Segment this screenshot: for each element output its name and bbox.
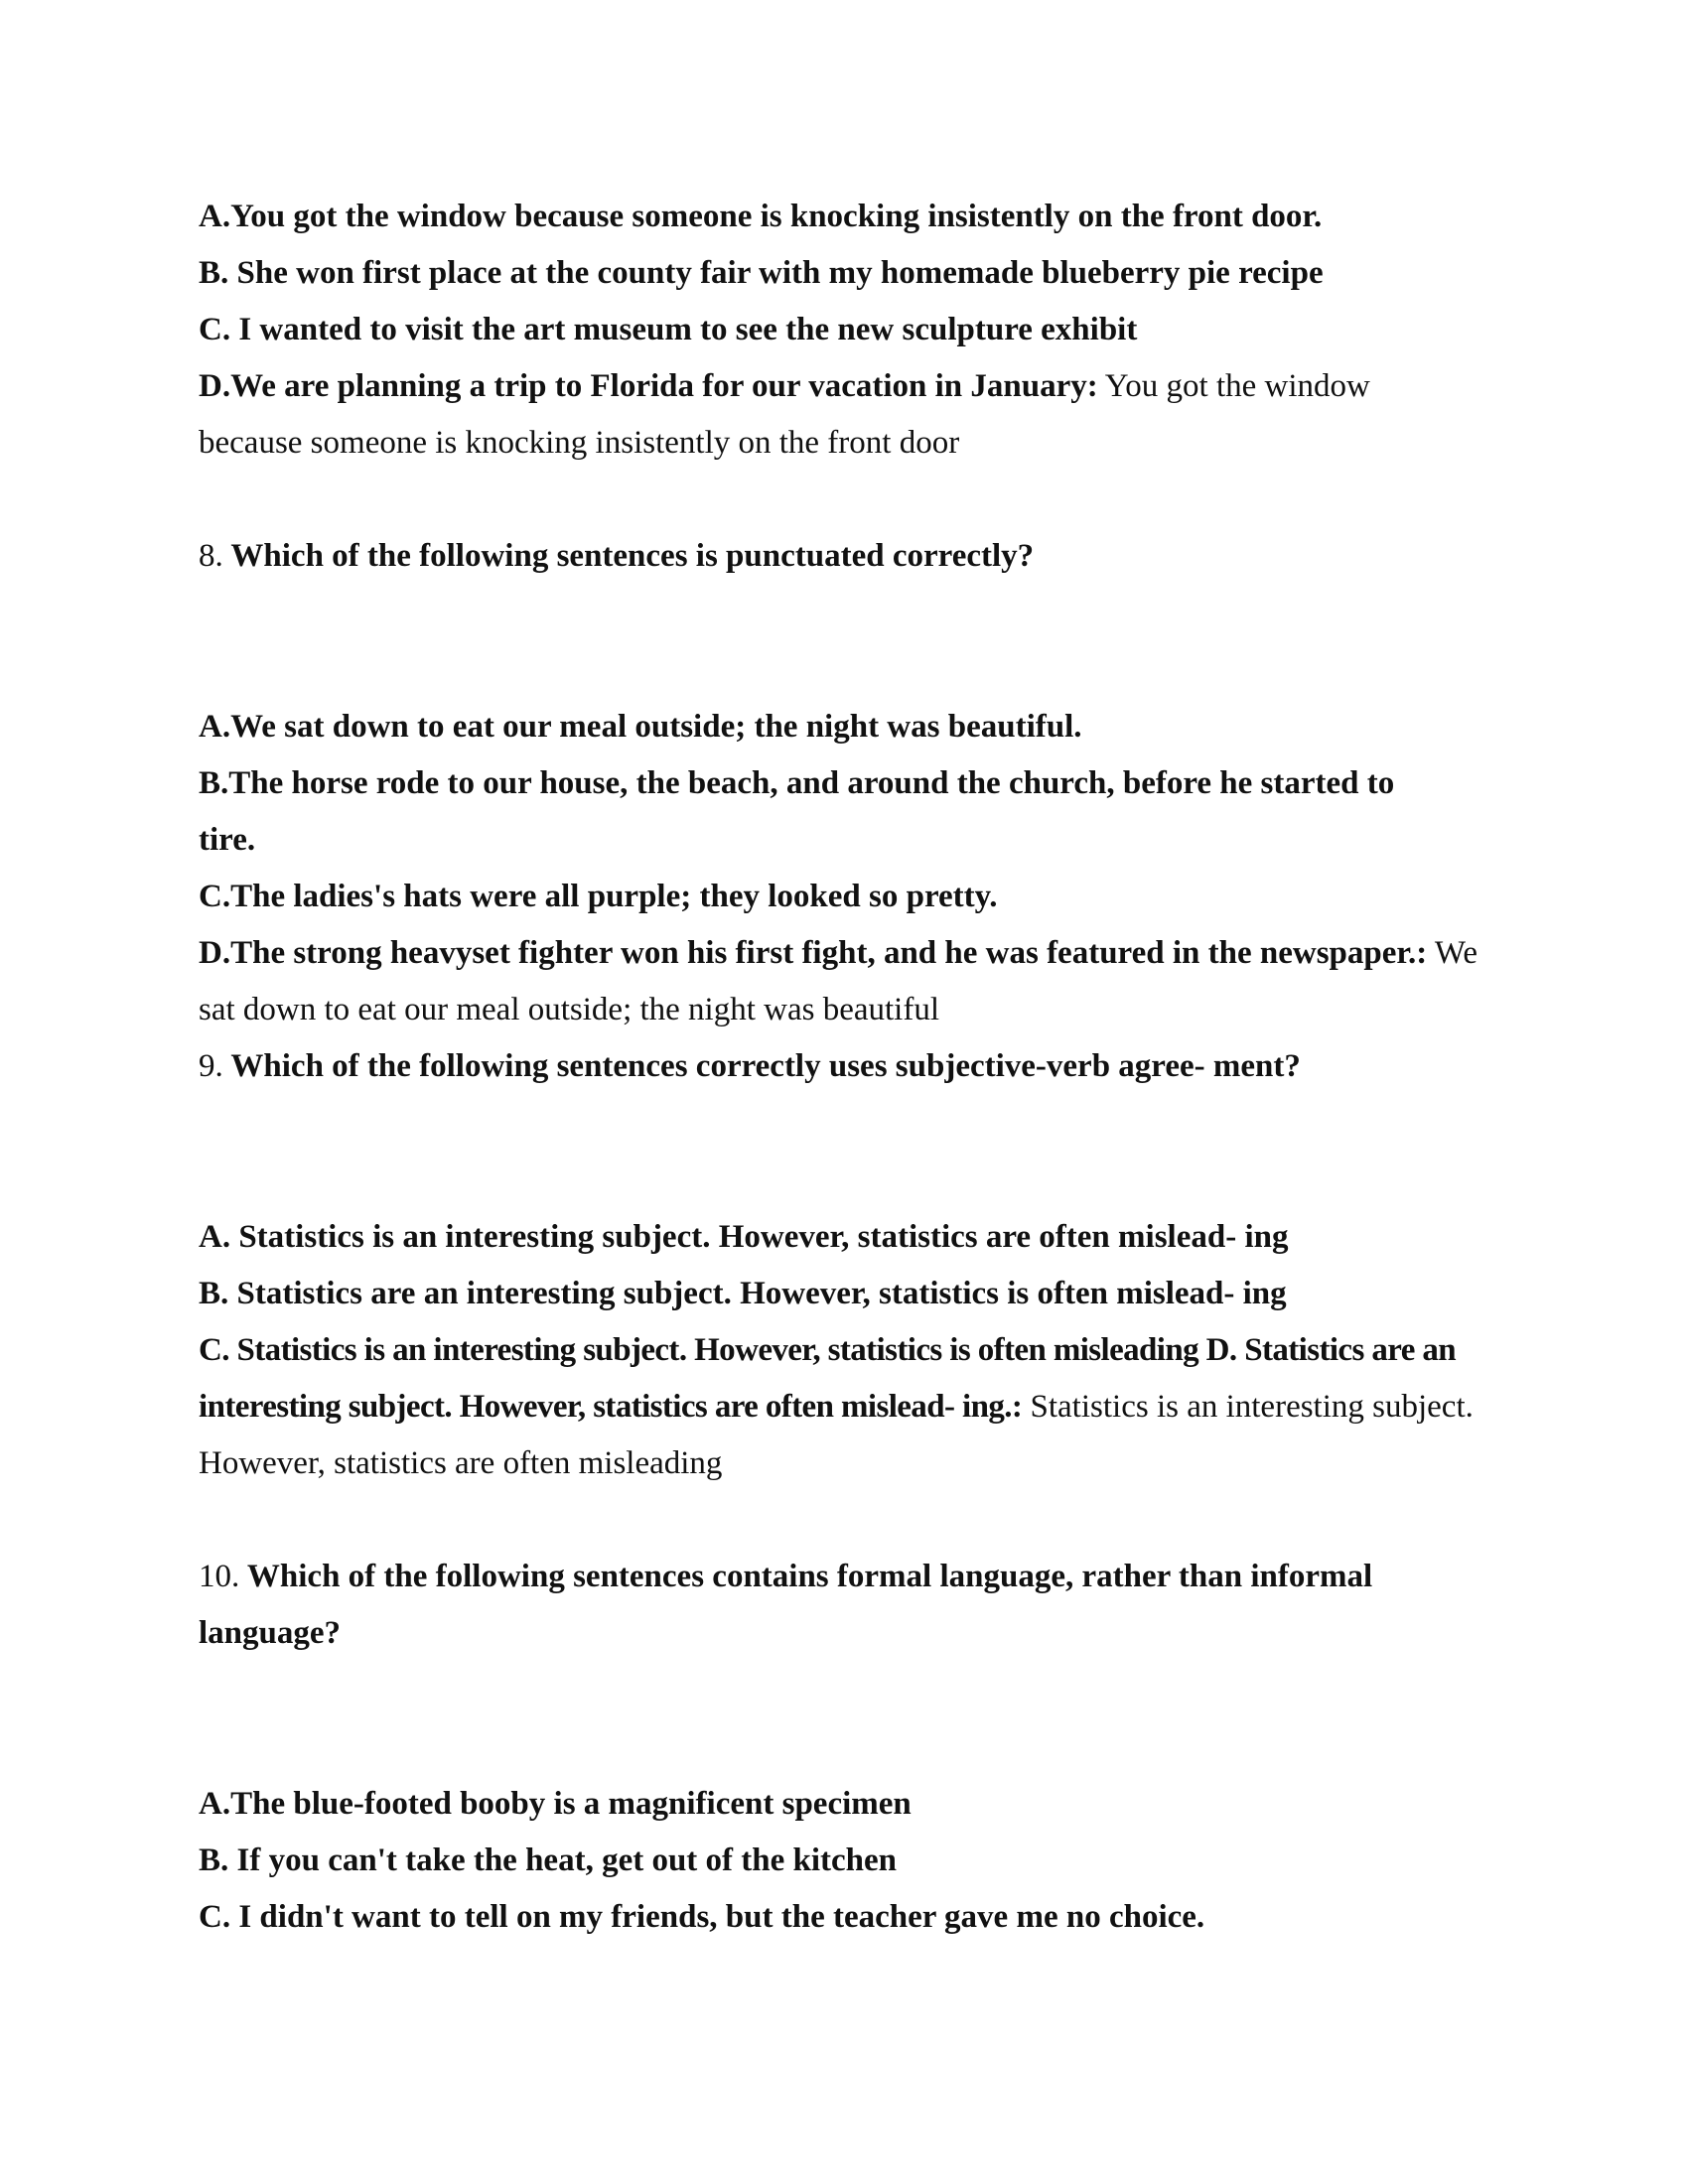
q9-option-d: interesting subject. However, statistics are often mislead- ing.: — [199, 1389, 1023, 1425]
q10-option-c: C. I didn't want to tell on my friends, but the teacher gave me no choice. — [199, 1899, 1205, 1935]
q8-answer-continued: sat down to eat our meal outside; the night was beautiful — [199, 992, 939, 1027]
q8-option-d: D.The strong heavyset fighter won his first fight, and he was featured in the newspaper.: — [199, 935, 1428, 971]
q10-question-continued: language? — [199, 1615, 342, 1651]
q8-option-b: B.The horse rode to our house, the beach, and around the church, before he started to — [199, 765, 1395, 801]
q8-answer: We — [1427, 935, 1478, 971]
q8-question-line — [199, 536, 1509, 576]
q7-option-d: D.We are planning a trip to Florida for our vacation in January: — [199, 368, 1098, 404]
q8-number: 8. — [199, 538, 223, 574]
q7-option-a: A.You got the window because someone is knocking insistently on the front door. — [199, 199, 1323, 234]
q9-option-c: C. Statistics is an interesting subject. However, statistics is often misleading D. Statistics are an — [199, 1332, 1457, 1368]
q9-option-d-line — [199, 1387, 1509, 1427]
q8-question: Which of the following sentences is punctuated correctly? — [222, 538, 1035, 574]
q8-option-a: A.We sat down to eat our meal outside; the night was beautiful. — [199, 709, 1082, 745]
q10-question: Which of the following sentences contains formal language, rather than informal — [239, 1559, 1373, 1594]
q9-number: 9. — [199, 1048, 223, 1084]
q9-option-a: A. Statistics is an interesting subject. However, statistics are often mislead- ing — [199, 1219, 1289, 1255]
q9-answer: Statistics is an interesting subject. — [1022, 1389, 1474, 1425]
q9-question-line — [199, 1046, 1509, 1086]
q10-question-line — [199, 1557, 1509, 1596]
q7-answer: You got the window — [1097, 368, 1370, 404]
q10-number: 10. — [199, 1559, 240, 1594]
q8-option-d-line — [199, 933, 1509, 973]
q10-option-b: B. If you can't take the heat, get out of the kitchen — [199, 1843, 898, 1878]
q8-option-c: C.The ladies's hats were all purple; they looked so pretty. — [199, 879, 998, 914]
q9-option-b: B. Statistics are an interesting subject. However, statistics is often mislead- ing — [199, 1276, 1287, 1311]
q8-option-b-continued: tire. — [199, 822, 256, 858]
q9-answer-continued: However, statistics are often misleading — [199, 1445, 723, 1481]
q7-option-b: B. She won first place at the county fair with my homemade blueberry pie recipe — [199, 255, 1324, 291]
q9-question: Which of the following sentences correctly uses subjective-verb agree- ment? — [222, 1048, 1301, 1084]
q10-option-a: A.The blue-footed booby is a magnificent specimen — [199, 1786, 912, 1822]
q7-option-c: C. I wanted to visit the art museum to see the new sculpture exhibit — [199, 312, 1138, 347]
q7-option-d-line — [199, 366, 1509, 406]
q7-answer-continued: because someone is knocking insistently on the front door — [199, 425, 960, 461]
